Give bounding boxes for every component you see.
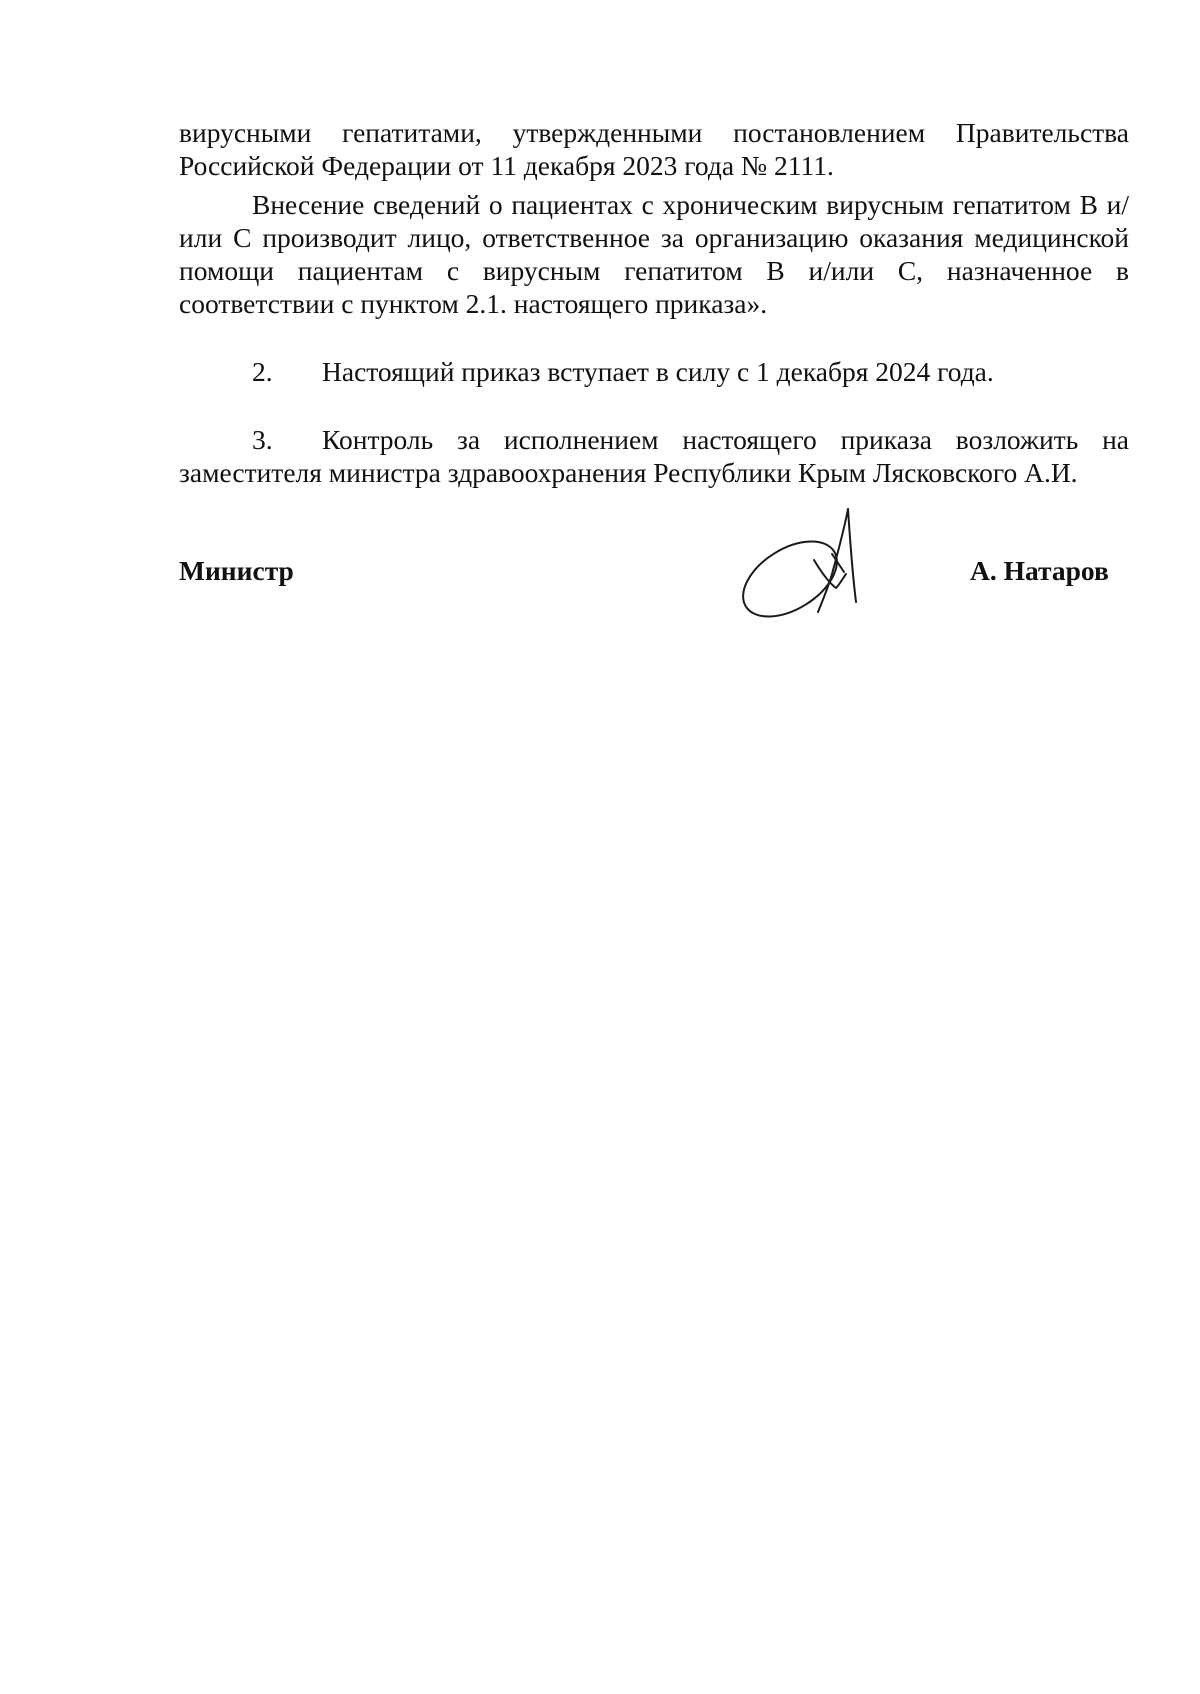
paragraph-continuation: вирусными гепатитами, утвержденными постановлением Правительства Российской Федерации от 11 декабря 2023 года № 2111. [179,117,1129,181]
item-2 [179,355,1129,388]
signatory-name: А. Натаров [970,555,1109,586]
signatory-role: Министр [179,555,294,586]
item-3 [179,423,1129,489]
item-3-text: Контроль за исполнением настоящего приказа возложить на заместителя министра здравоохранения Республики Крым Лясковского А.И. [179,424,1129,488]
item-2-number: 2. [252,356,273,387]
item-2-text: Настоящий приказ вступает в силу с 1 декабря 2024 года. [322,356,994,387]
handwritten-signature-icon [720,500,870,640]
item-3-number: 3. [252,424,273,455]
paragraph-registry-entry: Внесение сведений о пациентах с хроническим вирусным гепатитом В и/или С производит лицо, ответственное за организацию оказания медицинской помощи пациентам с вирусным гепатитом В и/или С, назначенное в соответствии с пунктом 2.1. настоящего приказа». [179,189,1129,319]
